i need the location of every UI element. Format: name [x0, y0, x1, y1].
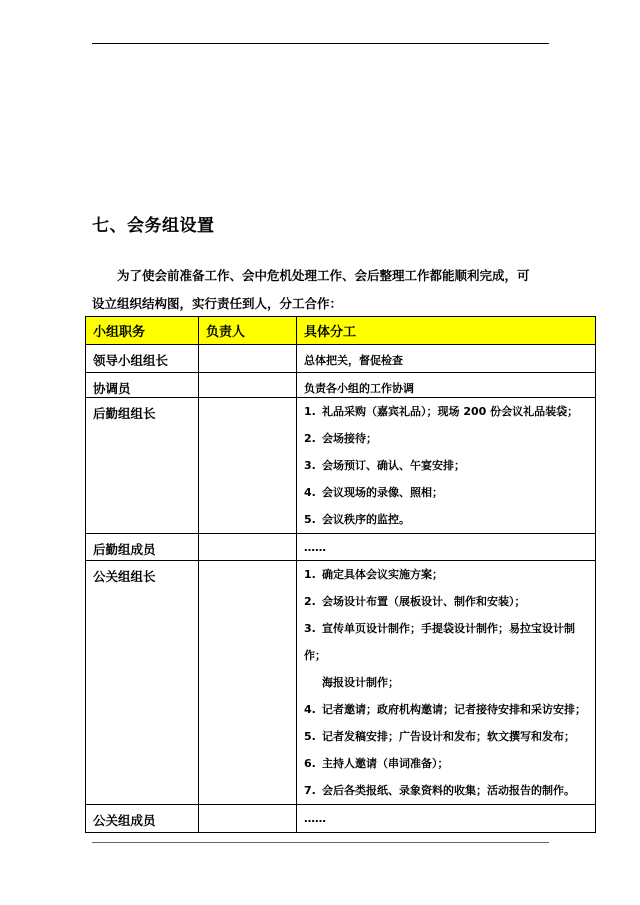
- duty-list-cell: [297, 398, 596, 534]
- intro-paragraph-line-1: 为了使会前准备工作、会中危机处理工作、会后整理工作都能顺利完成，可: [117, 268, 530, 283]
- list-item: 2. 会场设计布置（展板设计、制作和安装）；: [304, 595, 526, 608]
- list-item: 5. 记者发稿安排；广告设计和发布；软文撰写和发布；: [304, 730, 575, 743]
- table-row: [86, 534, 596, 561]
- list-item: 4. 记者邀请；政府机构邀请；记者接待安排和采访安排；: [304, 703, 586, 716]
- list-item: 1. 确定具体会议实施方案；: [304, 568, 443, 581]
- list-item: 5. 会议秩序的监控。: [304, 513, 410, 526]
- role-cell: 后勤组成员: [86, 534, 199, 561]
- list-item: 6. 主持人邀请（串词准备）；: [304, 757, 449, 770]
- table-row: [86, 345, 596, 373]
- table-row: [86, 805, 596, 833]
- header-cell-duty: 具体分工: [297, 317, 596, 345]
- header-cell-owner: 负责人: [199, 317, 297, 345]
- owner-cell: [199, 373, 297, 398]
- header-cell-role: 小组职务: [86, 317, 199, 345]
- table-header-row: [86, 317, 596, 345]
- owner-cell: [199, 534, 297, 561]
- role-cell: 公关组组长: [86, 561, 199, 805]
- list-item: 7. 会后各类报纸、录象资料的收集；活动报告的制作。: [304, 784, 575, 797]
- list-item: 3. 宣传单页设计制作；手提袋设计制作；易拉宝设计制作； 海报设计制作；: [304, 622, 575, 689]
- role-cell: 后勤组组长: [86, 398, 199, 534]
- owner-cell: [199, 398, 297, 534]
- role-cell: 领导小组组长: [86, 345, 199, 373]
- list-item: 2. 会场接待；: [304, 432, 377, 445]
- duty-list-cell: [297, 561, 596, 805]
- section-title: 七、会务组设置: [92, 216, 215, 236]
- organization-table: [85, 316, 596, 833]
- table-row: [86, 561, 596, 805]
- list-item: 4. 会议现场的录像、照相；: [304, 486, 443, 499]
- intro-paragraph-line-2: 设立组织结构图，实行责任到人，分工合作：: [92, 296, 343, 311]
- list-item: 3. 会场预订、确认、午宴安排；: [304, 459, 465, 472]
- list-item: 1. 礼品采购（嘉宾礼品）；现场 200 份会议礼品装袋；: [304, 405, 579, 418]
- table-row: [86, 398, 596, 534]
- role-cell: 公关组成员: [86, 805, 199, 833]
- duty-cell: 负责各小组的工作协调: [297, 373, 596, 398]
- role-cell: 协调员: [86, 373, 199, 398]
- header-rule: [92, 43, 549, 44]
- owner-cell: [199, 561, 297, 805]
- owner-cell: [199, 805, 297, 833]
- duty-cell: 总体把关，督促检查: [297, 345, 596, 373]
- duty-cell: ……: [297, 805, 596, 833]
- footer-rule: [92, 842, 549, 843]
- owner-cell: [199, 345, 297, 373]
- table-row: [86, 373, 596, 398]
- duty-cell: ……: [297, 534, 596, 561]
